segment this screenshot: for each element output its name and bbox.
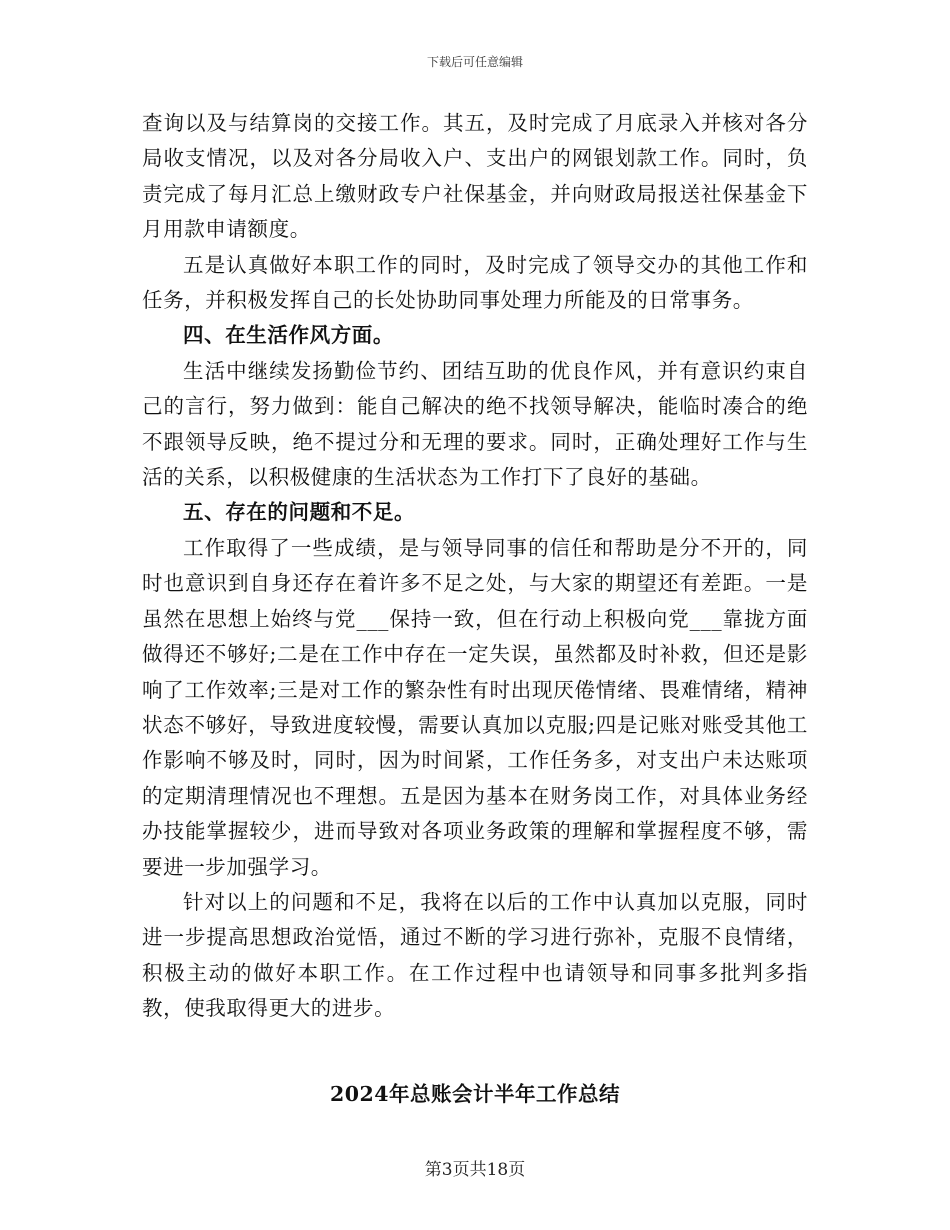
paragraph-item-five: 五是认真做好本职工作的同时，及时完成了领导交办的其他工作和任务，并积极发挥自己的长处协助同事处理力所能及的日常事务。: [142, 252, 808, 313]
paragraph-lifestyle: 生活中继续发扬勤俭节约、团结互助的优良作风，并有意识约束自己的言行，努力做到：能自己解决的绝不找领导解决，能临时凑合的绝不跟领导反映，绝不提过分和无理的要求。同时，正确处理好工作与生活的关系，以积极健康的生活状态为工作打下了良好的基础。: [142, 358, 808, 490]
header-note: 下载后可任意编辑: [426, 55, 523, 69]
section-heading-lifestyle: 四、在生活作风方面。: [183, 323, 394, 348]
paragraph-continuation: 查询以及与结算岗的交接工作。其五，及时完成了月底录入并核对各分局收支情况，以及对各分局收入户、支出户的网银划款工作。同时，负责完成了每月汇总上缴财政专户社保基金，并向财政局报送社保基金下月用款申请额度。: [142, 111, 808, 242]
page-footer: 第3页共18页: [424, 1160, 526, 1180]
paragraph-improvement: 针对以上的问题和不足，我将在以后的工作中认真加以克服，同时进一步提高思想政治觉悟，通过不断的学习进行弥补，克服不良情绪，积极主动的做好本职工作。在工作过程中也请领导和同事多批判多指教，使我取得更大的进步。: [142, 889, 808, 1021]
paragraph-problems: 工作取得了一些成绩，是与领导同事的信任和帮助是分不开的，同时也意识到自身还存在着许多不足之处，与大家的期望还有差距。一是虽然在思想上始终与党___保持一致，但在行动上积极向党___靠拢方面做得还不够好;二是在工作中存在一定失误，虽然都及时补救，但还是影响了工作效率;三是对工作的繁杂性有时出现厌倦情绪、畏难情绪，精神状态不够好，导致进度较慢，需要认真加以克服;四是记账对账受其他工作影响不够及时，同时，因为时间紧，工作任务多，对支出户未达账项的定期清理情况也不理想。五是因为基本在财务岗工作，对具体业务经办技能掌握较少，进而导致对各项业务政策的理解和掌握程度不够，需要进一步加强学习。: [142, 535, 808, 879]
section-heading-problems: 五、存在的问题和不足。: [183, 500, 416, 525]
document-body: [142, 106, 808, 1027]
document-title: 2024年总账会计半年工作总结: [329, 1082, 621, 1106]
